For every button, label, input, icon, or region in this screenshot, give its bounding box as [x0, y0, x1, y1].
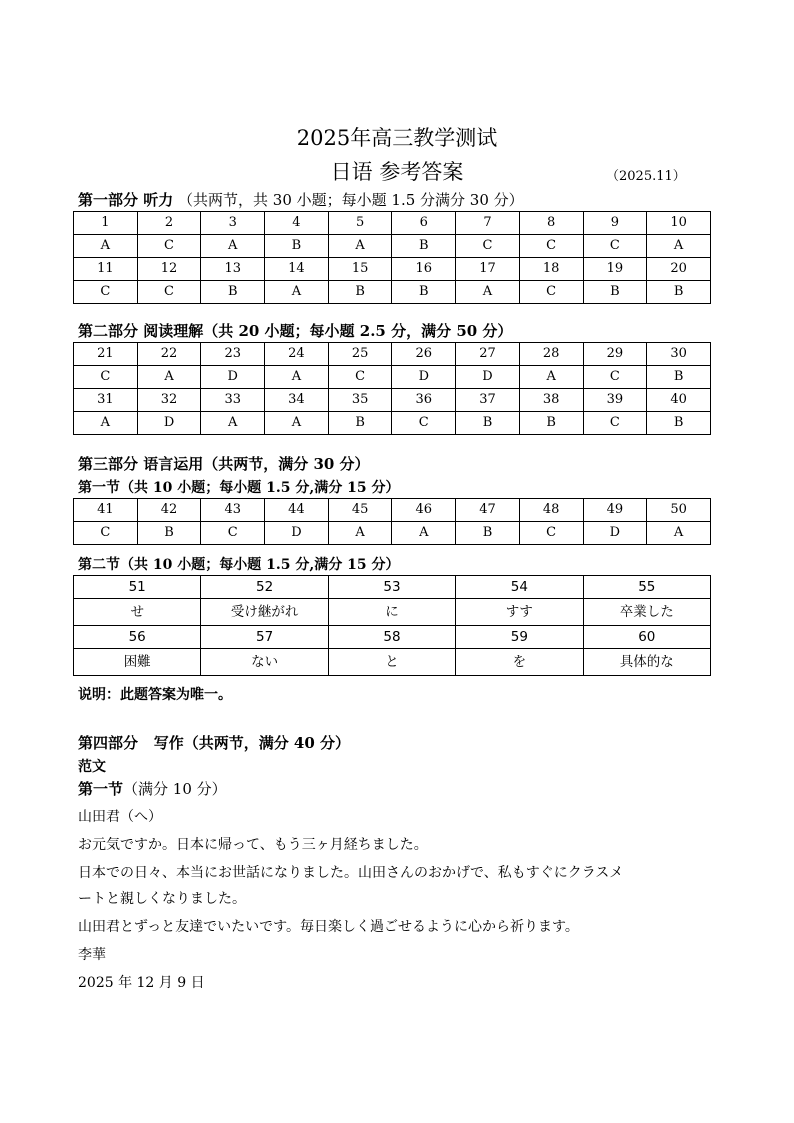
question-number-row [74, 499, 711, 522]
part3-s1-heading-line [78, 477, 399, 497]
answer-cell: A [328, 235, 392, 258]
answer-cell: 具体的な [583, 649, 710, 676]
answer-cell: B [456, 522, 520, 545]
question-number-cell: 41 [74, 499, 138, 522]
answer-cell: C [583, 412, 647, 435]
answer-cell: A [201, 235, 265, 258]
part4-desc: （共两节，满分 40 分） [183, 734, 351, 752]
answer-cell: と [328, 649, 455, 676]
question-number-row [74, 343, 711, 366]
question-number-cell: 18 [519, 258, 583, 281]
part3-s2-answer-table [73, 575, 711, 676]
answer-cell: D [392, 366, 456, 389]
answer-cell: D [583, 522, 647, 545]
part4-s1-desc: （满分 10 分） [123, 780, 227, 798]
answer-cell: B [392, 281, 456, 304]
answer-cell: C [201, 522, 265, 545]
part3-s2-desc: （共 10 小题；每小题 1.5 分,满分 15 分） [120, 557, 400, 573]
question-number-cell: 17 [456, 258, 520, 281]
question-number-cell: 56 [74, 626, 201, 649]
answer-cell: A [647, 235, 711, 258]
answer-cell: D [456, 366, 520, 389]
answer-cell: A [74, 235, 138, 258]
part1-answer-table [73, 211, 711, 304]
question-number-cell: 27 [456, 343, 520, 366]
answer-cell: D [201, 366, 265, 389]
question-number-cell: 8 [519, 212, 583, 235]
question-number-cell: 42 [137, 499, 201, 522]
part4-heading-line [78, 732, 350, 753]
question-number-cell: 60 [583, 626, 710, 649]
question-number-cell: 10 [647, 212, 711, 235]
answer-cell: C [456, 235, 520, 258]
part1-heading: 第一部分 听力 [78, 191, 174, 209]
part2-desc: （共 20 小题；每小题 2.5 分，满分 50 分） [203, 322, 513, 340]
answer-cell: C [519, 281, 583, 304]
answer-row [74, 366, 711, 389]
answer-cell: A [392, 522, 456, 545]
question-number-cell: 19 [583, 258, 647, 281]
answer-cell: に [328, 599, 455, 626]
question-number-cell: 36 [392, 389, 456, 412]
answer-cell: 困難 [74, 649, 201, 676]
answer-cell: 卒業した [583, 599, 710, 626]
letter-line-2: 日本での日々、本当にお世話になりました。山田さんのおかげで、私もすぐにクラスメ [78, 865, 624, 881]
question-number-cell: 32 [137, 389, 201, 412]
answer-row [74, 412, 711, 435]
question-number-cell: 52 [201, 576, 328, 599]
exam-date: （2025.11） [606, 169, 686, 184]
answer-cell: C [519, 235, 583, 258]
question-number-cell: 15 [328, 258, 392, 281]
part2-heading: 第二部分 阅读理解 [78, 322, 204, 340]
question-number-cell: 55 [583, 576, 710, 599]
question-number-cell: 21 [74, 343, 138, 366]
question-number-cell: 50 [647, 499, 711, 522]
question-number-cell: 58 [328, 626, 455, 649]
answer-cell: B [328, 412, 392, 435]
question-number-cell: 46 [392, 499, 456, 522]
question-number-cell: 7 [456, 212, 520, 235]
answer-row [74, 235, 711, 258]
question-number-row [74, 212, 711, 235]
answer-cell: A [519, 366, 583, 389]
question-number-cell: 45 [328, 499, 392, 522]
question-number-cell: 57 [201, 626, 328, 649]
answer-row [74, 281, 711, 304]
part3-s2-heading-line [78, 554, 399, 574]
answer-cell: A [74, 412, 138, 435]
letter-line-4: 山田君とずっと友達でいたいです。毎日楽しく過ごせるように心から祈ります。 [78, 919, 579, 935]
answer-cell: せ [74, 599, 201, 626]
question-number-row [74, 258, 711, 281]
answer-cell: を [456, 649, 583, 676]
question-number-cell: 26 [392, 343, 456, 366]
letter-line-1: お元気ですか。日本に帰って、もう三ヶ月経ちました。 [78, 837, 428, 853]
letter-line-3: ートと親しくなりました。 [78, 891, 246, 907]
answer-cell: B [647, 281, 711, 304]
answer-cell: B [583, 281, 647, 304]
answer-cell: ない [201, 649, 328, 676]
question-number-cell: 20 [647, 258, 711, 281]
question-number-cell: 25 [328, 343, 392, 366]
question-number-row [74, 576, 711, 599]
part3-desc: （共两节，满分 30 分） [203, 455, 370, 473]
question-number-cell: 3 [201, 212, 265, 235]
question-number-cell: 14 [265, 258, 329, 281]
part3-heading-line [78, 453, 370, 474]
question-number-cell: 28 [519, 343, 583, 366]
question-number-cell: 23 [201, 343, 265, 366]
question-number-cell: 47 [456, 499, 520, 522]
answer-cell: C [583, 366, 647, 389]
question-number-cell: 43 [201, 499, 265, 522]
letter-date: 2025 年 12 月 9 日 [78, 975, 205, 991]
question-number-cell: 24 [265, 343, 329, 366]
answer-cell: B [137, 522, 201, 545]
answer-cell: A [265, 412, 329, 435]
question-number-cell: 2 [137, 212, 201, 235]
answer-cell: C [74, 522, 138, 545]
answer-cell: A [456, 281, 520, 304]
question-number-cell: 12 [137, 258, 201, 281]
answer-cell: すす [456, 599, 583, 626]
part4-s1-heading-line [78, 778, 227, 799]
answer-cell: C [74, 281, 138, 304]
answer-cell: C [74, 366, 138, 389]
question-number-cell: 33 [201, 389, 265, 412]
question-number-cell: 11 [74, 258, 138, 281]
question-number-cell: 34 [265, 389, 329, 412]
answer-row [74, 522, 711, 545]
part2-heading-line [78, 320, 512, 341]
answer-cell: D [137, 412, 201, 435]
question-number-cell: 44 [265, 499, 329, 522]
question-number-cell: 48 [519, 499, 583, 522]
answer-cell: C [519, 522, 583, 545]
question-number-cell: 37 [456, 389, 520, 412]
answer-cell: B [647, 412, 711, 435]
part2-answer-table [73, 342, 711, 435]
question-number-cell: 30 [647, 343, 711, 366]
question-number-cell: 40 [647, 389, 711, 412]
question-number-cell: 49 [583, 499, 647, 522]
answer-cell: B [328, 281, 392, 304]
answer-cell: A [201, 412, 265, 435]
part3-s2-heading: 第二节 [78, 557, 120, 573]
answer-cell: C [328, 366, 392, 389]
part4-s1-heading: 第一节 [78, 780, 124, 798]
answer-cell: C [137, 281, 201, 304]
answer-cell: 受け継がれ [201, 599, 328, 626]
answer-row [74, 599, 711, 626]
answer-cell: B [647, 366, 711, 389]
answer-cell: A [137, 366, 201, 389]
part3-s1-answer-table [73, 498, 711, 545]
question-number-cell: 59 [456, 626, 583, 649]
question-number-row [74, 389, 711, 412]
part1-heading-line [78, 189, 524, 210]
answer-cell: C [137, 235, 201, 258]
answer-cell: A [647, 522, 711, 545]
letter-salutation: 山田君（へ） [78, 809, 162, 825]
page-title: 2025年高三教学测试 [296, 126, 498, 150]
answer-cell: C [392, 412, 456, 435]
answer-row [74, 649, 711, 676]
question-number-cell: 4 [265, 212, 329, 235]
question-number-cell: 29 [583, 343, 647, 366]
question-number-row [74, 626, 711, 649]
answer-cell: B [201, 281, 265, 304]
question-number-cell: 53 [328, 576, 455, 599]
answer-cell: A [328, 522, 392, 545]
question-number-cell: 39 [583, 389, 647, 412]
answer-cell: D [265, 522, 329, 545]
part3-heading: 第三部分 语言运用 [78, 455, 204, 473]
sample-label: 范文 [78, 759, 106, 775]
page-subtitle: 日语 参考答案 [330, 160, 464, 184]
answer-cell: A [265, 281, 329, 304]
question-number-cell: 9 [583, 212, 647, 235]
question-number-cell: 38 [519, 389, 583, 412]
question-number-cell: 51 [74, 576, 201, 599]
question-number-cell: 35 [328, 389, 392, 412]
part4-heading-rest: 写作 [153, 734, 184, 752]
answer-cell: B [456, 412, 520, 435]
answer-cell: B [265, 235, 329, 258]
question-number-cell: 5 [328, 212, 392, 235]
question-number-cell: 13 [201, 258, 265, 281]
question-number-cell: 16 [392, 258, 456, 281]
part1-desc: （共两节，共 30 小题；每小题 1.5 分满分 30 分） [178, 191, 524, 209]
question-number-cell: 1 [74, 212, 138, 235]
answer-cell: B [392, 235, 456, 258]
question-number-cell: 22 [137, 343, 201, 366]
answer-cell: C [583, 235, 647, 258]
part3-s1-desc: （共 10 小题；每小题 1.5 分,满分 15 分） [120, 480, 400, 496]
question-number-cell: 54 [456, 576, 583, 599]
part4-heading: 第四部分 [78, 734, 139, 752]
answer-note: 说明：此题答案为唯一。 [78, 687, 232, 703]
answer-cell: A [265, 366, 329, 389]
letter-signature: 李華 [78, 947, 106, 963]
answer-cell: B [519, 412, 583, 435]
part3-s1-heading: 第一节 [78, 480, 120, 496]
question-number-cell: 6 [392, 212, 456, 235]
question-number-cell: 31 [74, 389, 138, 412]
